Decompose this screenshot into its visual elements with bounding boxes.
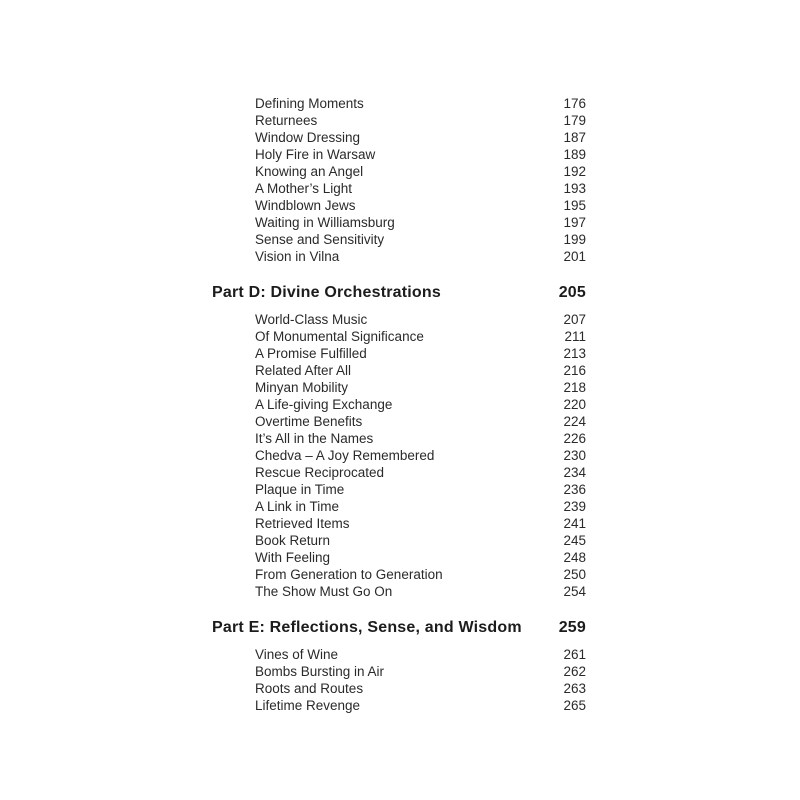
toc-entry-row	[212, 447, 586, 464]
toc-entry-row	[212, 498, 586, 515]
part-heading-page-number: 259	[558, 619, 586, 636]
toc-entry-title: Of Monumental Significance	[255, 329, 424, 344]
toc-entry-page-number: 245	[563, 533, 586, 548]
toc-entry-title: Defining Moments	[255, 96, 364, 111]
toc-entry-title: Holy Fire in Warsaw	[255, 147, 376, 162]
toc-entry-page-number: 213	[563, 346, 586, 361]
toc-entry-title: Knowing an Angel	[255, 164, 364, 179]
toc-entry-page-number: 248	[563, 550, 586, 565]
toc-entry-row	[212, 214, 586, 231]
toc-entry-title: World-Class Music	[255, 312, 368, 327]
toc-entry-title: Roots and Routes	[255, 681, 364, 696]
toc-entry-title: Vision in Vilna	[255, 249, 340, 264]
toc-entry-row	[212, 180, 586, 197]
toc-entry-page-number: 195	[563, 198, 586, 213]
toc-entry-page-number: 226	[563, 431, 586, 446]
toc-entry-row	[212, 197, 586, 214]
toc-entry-page-number: 197	[563, 215, 586, 230]
toc-entry-row	[212, 413, 586, 430]
toc-entry-title: Book Return	[255, 533, 331, 548]
toc-entry-row	[212, 549, 586, 566]
toc-entry-page-number: 261	[563, 647, 586, 662]
toc-entry-row	[212, 379, 586, 396]
toc-entry-page-number: 265	[563, 698, 586, 713]
toc-entry-page-number: 216	[563, 363, 586, 378]
toc-entry-title: A Promise Fulfilled	[255, 346, 367, 361]
toc-entry-page-number: 250	[563, 567, 586, 582]
toc-entry-row	[212, 95, 586, 112]
toc-entry-row	[212, 680, 586, 697]
toc-entry-page-number: 199	[563, 232, 586, 247]
toc-entry-title: Window Dressing	[255, 130, 361, 145]
toc-entry-page-number: 187	[563, 130, 586, 145]
toc-entry-title: Bombs Bursting in Air	[255, 664, 385, 679]
part-heading-label: Part E: Reflections, Sense, and Wisdom	[212, 619, 522, 636]
toc-entry-title: Retrieved Items	[255, 516, 350, 531]
part-heading-page-number: 205	[558, 284, 586, 301]
toc-entry-title: The Show Must Go On	[255, 584, 393, 599]
toc-entry-row	[212, 663, 586, 680]
toc-entry-row	[212, 583, 586, 600]
toc-entry-row	[212, 566, 586, 583]
toc-entry-title: Waiting in Williamsburg	[255, 215, 395, 230]
toc-entry-title: Related After All	[255, 363, 352, 378]
part-heading-row	[212, 617, 586, 639]
toc-entry-row	[212, 362, 586, 379]
toc-entry-title: Minyan Mobility	[255, 380, 349, 395]
toc-entry-title: Windblown Jews	[255, 198, 356, 213]
toc-entry-page-number: 220	[563, 397, 586, 412]
toc-entry-page-number: 239	[563, 499, 586, 514]
part-heading-row	[212, 282, 586, 304]
toc-section-entries	[212, 311, 586, 600]
table-of-contents	[212, 95, 586, 714]
toc-entry-title: Returnees	[255, 113, 318, 128]
toc-section-entries	[212, 95, 586, 265]
toc-entry-page-number: 189	[563, 147, 586, 162]
toc-entry-title: From Generation to Generation	[255, 567, 443, 582]
toc-entry-page-number: 262	[563, 664, 586, 679]
toc-entry-row	[212, 396, 586, 413]
toc-entry-row	[212, 328, 586, 345]
toc-entry-page-number: 254	[563, 584, 586, 599]
toc-entry-row	[212, 311, 586, 328]
toc-entry-row	[212, 515, 586, 532]
toc-entry-page-number: 263	[563, 681, 586, 696]
toc-section-entries	[212, 646, 586, 714]
toc-entry-row	[212, 163, 586, 180]
toc-entry-row	[212, 464, 586, 481]
part-heading-label: Part D: Divine Orchestrations	[212, 284, 441, 301]
toc-entry-page-number: 176	[563, 96, 586, 111]
toc-entry-row	[212, 532, 586, 549]
toc-entry-row	[212, 430, 586, 447]
toc-entry-title: With Feeling	[255, 550, 331, 565]
toc-entry-page-number: 236	[563, 482, 586, 497]
toc-entry-page-number: 224	[563, 414, 586, 429]
toc-entry-title: It’s All in the Names	[255, 431, 374, 446]
toc-entry-row	[212, 248, 586, 265]
toc-entry-title: A Life-giving Exchange	[255, 397, 393, 412]
toc-entry-page-number: 218	[563, 380, 586, 395]
toc-entry-title: Rescue Reciprocated	[255, 465, 385, 480]
toc-entry-page-number: 207	[563, 312, 586, 327]
toc-entry-row	[212, 146, 586, 163]
toc-entry-page-number: 241	[563, 516, 586, 531]
toc-entry-title: A Mother’s Light	[255, 181, 353, 196]
toc-entry-title: Overtime Benefits	[255, 414, 363, 429]
toc-entry-row	[212, 481, 586, 498]
toc-entry-row	[212, 646, 586, 663]
toc-entry-row	[212, 231, 586, 248]
toc-entry-title: A Link in Time	[255, 499, 340, 514]
toc-entry-title: Vines of Wine	[255, 647, 339, 662]
toc-entry-row	[212, 345, 586, 362]
toc-entry-title: Sense and Sensitivity	[255, 232, 385, 247]
toc-entry-row	[212, 112, 586, 129]
toc-entry-page-number: 230	[563, 448, 586, 463]
toc-entry-row	[212, 129, 586, 146]
toc-entry-title: Plaque in Time	[255, 482, 345, 497]
toc-entry-title: Chedva – A Joy Remembered	[255, 448, 435, 463]
toc-entry-page-number: 201	[563, 249, 586, 264]
toc-entry-page-number: 192	[563, 164, 586, 179]
toc-entry-row	[212, 697, 586, 714]
toc-entry-page-number: 179	[563, 113, 586, 128]
toc-entry-page-number: 211	[564, 329, 586, 344]
toc-entry-title: Lifetime Revenge	[255, 698, 361, 713]
toc-entry-page-number: 234	[563, 465, 586, 480]
toc-entry-page-number: 193	[563, 181, 586, 196]
